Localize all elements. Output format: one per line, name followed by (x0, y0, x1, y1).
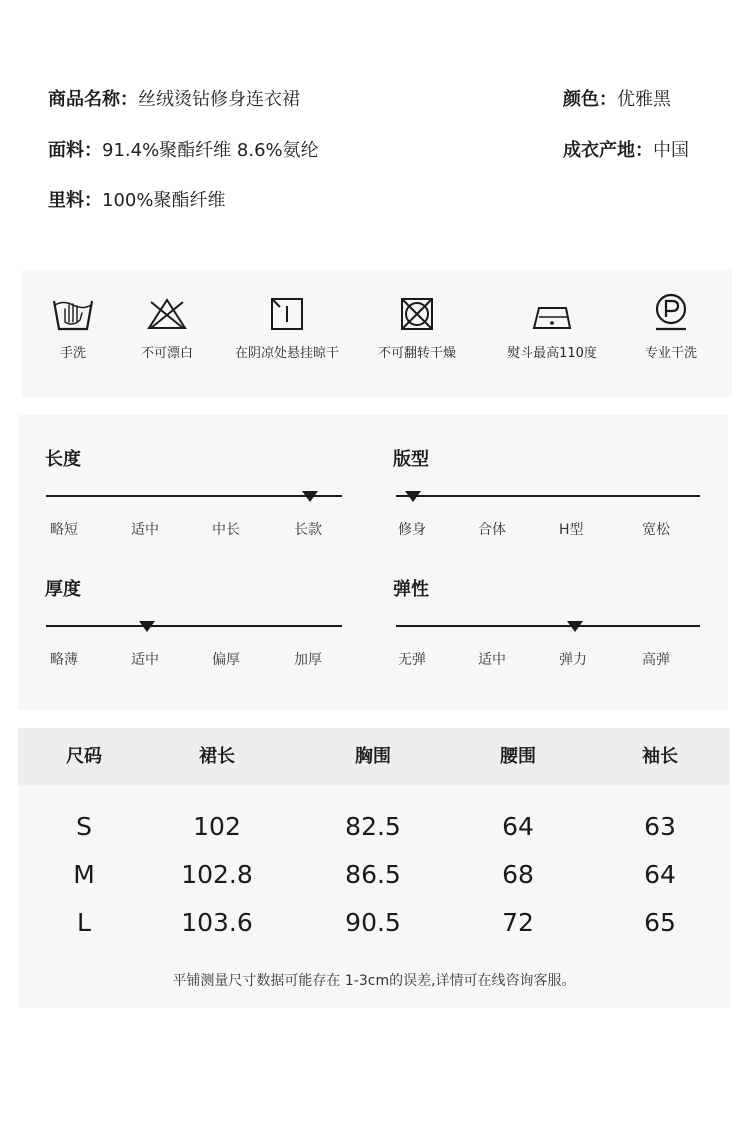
table-cell: 64 (644, 860, 676, 889)
product-name-label: 商品名称： (48, 89, 138, 110)
table-cell: 90.5 (345, 908, 401, 937)
origin-value: 中国 (653, 140, 689, 161)
care-label: 手洗 (59, 346, 86, 361)
table-cell: 72 (502, 908, 534, 937)
size-table (18, 728, 730, 1008)
fit-option: 加厚 (294, 652, 322, 668)
measurement-note: 平铺测量尺寸数据可能存在 1-3cm的误差,详情可在线咨询客服。 (172, 973, 576, 989)
product-color (563, 88, 671, 112)
column-header: 胸围 (355, 746, 391, 767)
fit-marker-length (302, 491, 318, 502)
table-cell: 102 (193, 812, 241, 841)
origin-label: 成衣产地： (563, 140, 653, 161)
fit-scale-thickness (46, 625, 342, 627)
table-cell: 82.5 (345, 812, 401, 841)
table-cell: 65 (644, 908, 676, 937)
care-label: 专业干洗 (644, 346, 697, 361)
line-dry-shade-icon (267, 296, 307, 332)
no-bleach-icon (145, 296, 189, 332)
lining-label: 里料： (48, 190, 102, 211)
fit-scale-silhouette (396, 495, 700, 497)
fit-option: 略薄 (50, 652, 78, 668)
color-value: 优雅黑 (617, 89, 671, 110)
iron-low-icon (530, 296, 574, 332)
fit-scale-stretch (396, 625, 700, 627)
dry-clean-p-icon (651, 292, 691, 332)
column-header: 裙长 (199, 746, 235, 767)
care-label: 在阴凉处悬挂晾干 (234, 346, 339, 361)
care-panel (22, 270, 732, 397)
table-cell: 103.6 (181, 908, 253, 937)
table-cell: M (73, 860, 95, 889)
care-item-hand-wash (32, 270, 114, 397)
fit-option: 适中 (131, 652, 159, 668)
fit-option: 合体 (478, 522, 506, 538)
column-header: 袖长 (642, 746, 678, 767)
care-item-no-bleach (127, 270, 207, 397)
fit-title-silhouette: 版型 (393, 449, 429, 470)
fit-option: 偏厚 (212, 652, 240, 668)
fit-title-stretch: 弹性 (393, 579, 429, 600)
care-item-line-dry (222, 270, 352, 397)
care-item-no-tumble-dry (367, 270, 467, 397)
fit-marker-thickness (139, 621, 155, 632)
product-name (48, 88, 300, 112)
fit-marker-silhouette (405, 491, 421, 502)
table-cell: 63 (644, 812, 676, 841)
no-tumble-dry-icon (397, 296, 437, 332)
care-label: 不可漂白 (140, 346, 193, 361)
color-label: 颜色： (563, 89, 617, 110)
table-cell: S (76, 812, 92, 841)
hand-wash-icon (51, 296, 95, 332)
fit-marker-stretch (567, 621, 583, 632)
table-cell: 86.5 (345, 860, 401, 889)
fit-title-thickness: 厚度 (45, 579, 81, 600)
care-item-dry-clean (632, 270, 710, 397)
size-table-header (18, 728, 730, 785)
table-cell: 68 (502, 860, 534, 889)
fit-option: 长款 (294, 522, 322, 538)
care-item-iron (497, 270, 607, 397)
fit-option: 无弹 (398, 652, 426, 668)
product-fabric (48, 139, 319, 163)
care-label: 不可翻转干燥 (377, 346, 456, 361)
table-cell: L (77, 908, 91, 937)
fit-option: H型 (559, 522, 584, 538)
fit-option: 适中 (131, 522, 159, 538)
table-cell: 102.8 (181, 860, 253, 889)
fit-scale-length (46, 495, 342, 497)
fabric-label: 面料： (48, 140, 102, 161)
fit-panel (18, 415, 728, 710)
column-header: 尺码 (66, 746, 102, 767)
lining-value: 100%聚酯纤维 (102, 190, 226, 211)
fit-option: 中长 (212, 522, 240, 538)
care-label: 熨斗最高110度 (507, 346, 597, 361)
fit-option: 弹力 (559, 652, 587, 668)
product-lining (48, 189, 225, 213)
table-cell: 64 (502, 812, 534, 841)
fit-title-length: 长度 (45, 449, 81, 470)
fit-option: 宽松 (642, 522, 670, 538)
fit-option: 修身 (398, 522, 426, 538)
fabric-value: 91.4%聚酯纤维 8.6%氨纶 (102, 140, 319, 161)
product-origin (563, 139, 689, 163)
fit-option: 适中 (478, 652, 506, 668)
column-header: 腰围 (500, 746, 536, 767)
fit-option: 高弹 (642, 652, 670, 668)
fit-option: 略短 (50, 522, 78, 538)
product-name-value: 丝绒烫钻修身连衣裙 (138, 89, 300, 110)
